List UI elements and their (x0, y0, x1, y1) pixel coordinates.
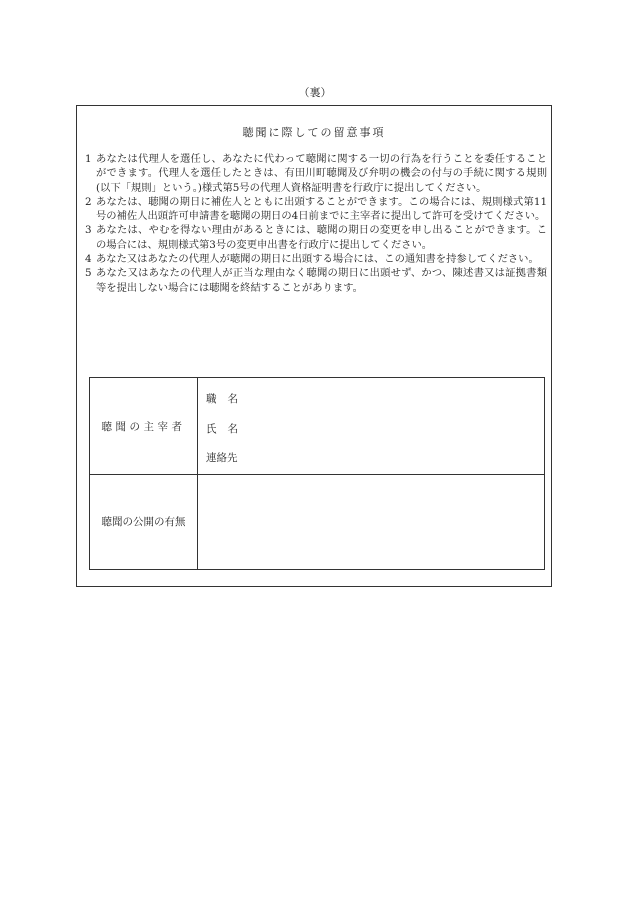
public-hearing-label: 聴聞の公開の有無 (90, 474, 198, 569)
note-text: あなた又はあなたの代理人が正当な理由なく聴聞の期日に出頭せず、かつ、陳述書又は証拠書類等を提出しない場合には聴聞を終結することがあります。 (96, 267, 547, 294)
contact-field-label: 連絡先 (206, 452, 238, 464)
notice-frame (76, 105, 552, 587)
presider-row (90, 378, 544, 475)
note-number: 1 (85, 153, 92, 165)
note-text: あなたは、やむを得ない理由があるときには、聴聞の期日の変更を申し出ることができます。この場合には、規則様式第3号の変更申出書を行政庁に提出してください。 (96, 224, 547, 251)
note-item-4 (85, 252, 547, 266)
notice-title: 聴聞に際しての留意事項 (242, 126, 386, 139)
note-number: 5 (85, 267, 92, 280)
note-item-5 (85, 266, 547, 295)
public-hearing-row (90, 474, 544, 569)
note-number: 4 (85, 253, 92, 266)
note-text: あなたは代理人を選任し、あなたに代わって聴聞に関する一切の行為を行うことを委任することができます。代理人を選任したときは、有田川町聴聞及び弁明の機会の付与の手続に関する規則(以下「規則」という。)様式第5号の代理人資格証明書を行政庁に提出してください。 (96, 153, 547, 194)
note-text: あなたは、聴聞の期日に補佐人とともに出頭することができます。この場合には、規則様式第11号の補佐人出頭許可申請書を聴聞の期日の4日前までに主宰者に提出して許可を受けてください。 (96, 195, 547, 223)
name-field-label: 氏名 (206, 423, 249, 435)
note-item-1 (85, 152, 547, 195)
presider-value-cell (198, 378, 544, 474)
hearing-info-table (89, 377, 545, 570)
note-item-2 (85, 195, 547, 224)
position-field-label: 職名 (206, 393, 249, 405)
public-hearing-value-cell (198, 474, 544, 569)
note-text: あなた又はあなたの代理人が聴聞の期日に出頭する場合には、この通知書を持参してください。 (96, 253, 539, 266)
note-number: 2 (85, 195, 92, 208)
note-number: 3 (85, 224, 92, 237)
presider-label: 聴聞の主宰者 (90, 378, 198, 474)
note-item-3 (85, 223, 547, 252)
page-side-label: （裏） (298, 86, 332, 99)
notes-list (85, 152, 547, 295)
